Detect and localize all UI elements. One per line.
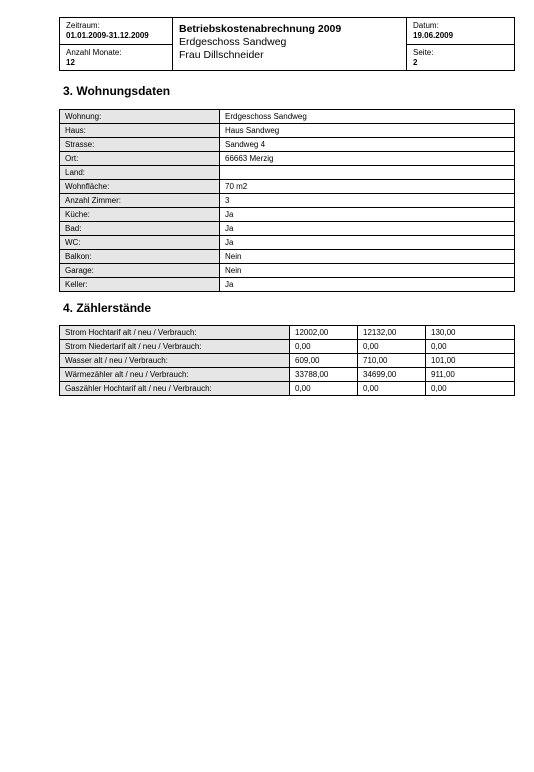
meter-new-value: 0,00	[358, 382, 426, 396]
table-row	[60, 110, 515, 124]
table-row	[60, 222, 515, 236]
apartment-field-value: Nein	[220, 250, 515, 264]
apartment-field-label: Bad:	[60, 222, 220, 236]
meter-old-value: 12002,00	[290, 326, 358, 340]
meter-consumption-value: 0,00	[426, 340, 515, 354]
apartment-field-value: Ja	[220, 222, 515, 236]
months-cell	[60, 44, 172, 71]
header-period-block	[60, 18, 173, 70]
page-label: Seite:	[413, 48, 434, 57]
table-row	[60, 278, 515, 292]
meter-label: Gaszähler Hochtarif alt / neu / Verbrauch:	[60, 382, 290, 396]
table-row	[60, 354, 515, 368]
apartment-field-value: Sandweg 4	[220, 138, 515, 152]
apartment-field-label: Küche:	[60, 208, 220, 222]
meter-label: Wärmezähler alt / neu / Verbrauch:	[60, 368, 290, 382]
apartment-field-label: Garage:	[60, 264, 220, 278]
meter-old-value: 0,00	[290, 340, 358, 354]
apartment-field-label: Strasse:	[60, 138, 220, 152]
apartment-field-label: Wohnung:	[60, 110, 220, 124]
table-row	[60, 152, 515, 166]
header-date-block	[407, 18, 514, 70]
header-title-block	[173, 18, 407, 70]
table-row	[60, 194, 515, 208]
document-header	[59, 17, 515, 71]
apartment-field-label: WC:	[60, 236, 220, 250]
table-row	[60, 236, 515, 250]
date-cell	[407, 18, 514, 44]
apartment-field-value: 3	[220, 194, 515, 208]
months-value: 12	[66, 58, 75, 67]
table-row	[60, 326, 515, 340]
meter-new-value: 34699,00	[358, 368, 426, 382]
table-row	[60, 180, 515, 194]
meter-old-value: 33788,00	[290, 368, 358, 382]
meter-consumption-value: 911,00	[426, 368, 515, 382]
apartment-data-table	[59, 109, 515, 292]
meter-new-value: 12132,00	[358, 326, 426, 340]
meter-consumption-value: 101,00	[426, 354, 515, 368]
document-subtitle-unit: Erdgeschoss Sandweg	[179, 36, 287, 48]
apartment-field-value: Ja	[220, 278, 515, 292]
meter-label: Strom Hochtarif alt / neu / Verbrauch:	[60, 326, 290, 340]
apartment-field-label: Land:	[60, 166, 220, 180]
table-row	[60, 264, 515, 278]
apartment-field-label: Wohnfläche:	[60, 180, 220, 194]
date-label: Datum:	[413, 21, 439, 30]
table-row	[60, 166, 515, 180]
table-row	[60, 124, 515, 138]
apartment-field-label: Keller:	[60, 278, 220, 292]
document-title: Betriebskostenabrechnung 2009	[179, 23, 342, 35]
meter-consumption-value: 0,00	[426, 382, 515, 396]
apartment-field-value: Ja	[220, 208, 515, 222]
apartment-field-value: Nein	[220, 264, 515, 278]
table-row	[60, 208, 515, 222]
period-cell	[60, 18, 172, 44]
apartment-field-value: Erdgeschoss Sandweg	[220, 110, 515, 124]
meter-readings-table	[59, 325, 515, 396]
apartment-field-value: Haus Sandweg	[220, 124, 515, 138]
meter-label: Wasser alt / neu / Verbrauch:	[60, 354, 290, 368]
apartment-field-value: 66663 Merzig	[220, 152, 515, 166]
apartment-field-label: Haus:	[60, 124, 220, 138]
apartment-field-value	[220, 166, 515, 180]
apartment-field-label: Ort:	[60, 152, 220, 166]
page-cell	[407, 44, 514, 71]
apartment-field-value: 70 m2	[220, 180, 515, 194]
meter-old-value: 0,00	[290, 382, 358, 396]
section-title-meters: 4. Zählerstände	[63, 301, 152, 315]
table-row	[60, 340, 515, 354]
document-subtitle-tenant: Frau Dillschneider	[179, 49, 264, 61]
page-value: 2	[413, 58, 418, 67]
meter-label: Strom Niedertarif alt / neu / Verbrauch:	[60, 340, 290, 354]
table-row	[60, 250, 515, 264]
section-title-apartment: 3. Wohnungsdaten	[63, 84, 171, 98]
apartment-field-label: Anzahl Zimmer:	[60, 194, 220, 208]
meter-old-value: 609,00	[290, 354, 358, 368]
months-label: Anzahl Monate:	[66, 48, 122, 57]
table-row	[60, 382, 515, 396]
apartment-field-value: Ja	[220, 236, 515, 250]
apartment-field-label: Balkon:	[60, 250, 220, 264]
date-value: 19.06.2009	[413, 31, 454, 40]
table-row	[60, 368, 515, 382]
meter-new-value: 710,00	[358, 354, 426, 368]
meter-consumption-value: 130,00	[426, 326, 515, 340]
period-value: 01.01.2009-31.12.2009	[66, 31, 149, 40]
table-row	[60, 138, 515, 152]
meter-new-value: 0,00	[358, 340, 426, 354]
period-label: Zeitraum:	[66, 21, 100, 30]
